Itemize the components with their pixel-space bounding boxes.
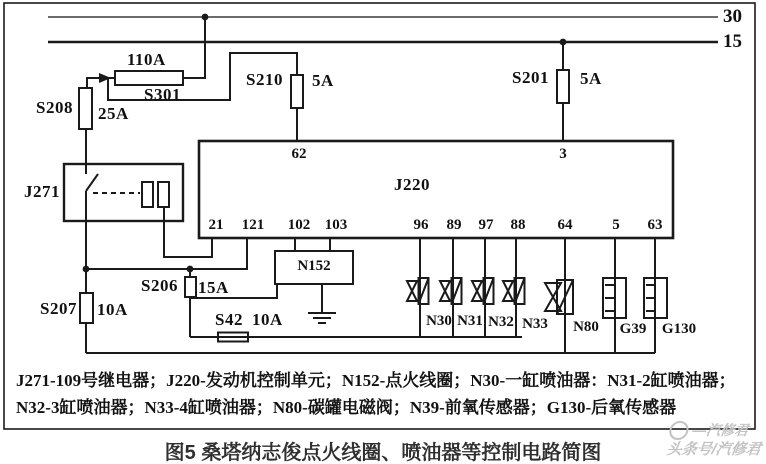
fuse-s201-rating: 5A: [580, 69, 602, 88]
fuse-s208-symbol: [79, 88, 92, 129]
ecu-pin-label-102: 102: [287, 217, 311, 233]
fuse-s207-symbol: [80, 293, 93, 323]
fuse-s210-symbol: [291, 75, 303, 108]
ecu-label: J220: [394, 175, 430, 194]
fuse-s301-symbol: [115, 71, 183, 85]
injector-n30-symbol: [407, 278, 429, 304]
label-g130: G130: [661, 321, 697, 337]
legend-line-2: N32-3缸喷油器；N33-4缸喷油器；N80-碳罐电磁阀；N39-前氧传感器；G130-后氧传感器: [16, 398, 677, 417]
ecu-pin-label-5: 5: [612, 217, 620, 233]
ecu-pin-label-89: 89: [446, 217, 462, 233]
wire-pin121: [86, 238, 247, 269]
wire-rail30-to-s301: [183, 17, 205, 78]
wire-pin21-to-relay-coil: [164, 207, 212, 257]
canister-valve-n80-symbol: [545, 238, 573, 353]
relay-switch-blade: [86, 174, 98, 191]
rail-30-label: 30: [723, 6, 742, 27]
ecu-pin-label-62: 62: [291, 146, 307, 162]
injector-n33-symbol: [503, 278, 525, 304]
fuse-s206-name: S206: [141, 276, 178, 295]
injector-n32-symbol: [472, 278, 494, 304]
watermark: [665, 421, 765, 460]
watermark-logo-icon: [668, 421, 690, 440]
rail-15-label: 15: [723, 31, 742, 52]
fuse-s301-name: S301: [144, 85, 181, 104]
fuse-s206-rating: 15A: [198, 278, 229, 297]
ecu-box: [199, 141, 673, 238]
fuse-s301-rating: 110A: [127, 50, 166, 69]
fuse-s210-rating: 5A: [312, 71, 334, 90]
ground-symbol: [308, 313, 336, 323]
ecu-pin-label-97: 97: [478, 217, 494, 233]
ecu-pin-label-63: 63: [647, 217, 663, 233]
fuse-s206-symbol: [185, 277, 196, 297]
relay-coil-bar-2: [158, 182, 169, 207]
watermark-line-1: —汽修君: [691, 422, 750, 438]
wire-junction-arrow: [99, 73, 111, 83]
fuse-s201-symbol: [557, 70, 569, 103]
figure-caption: 图5 桑塔纳志俊点火线圈、喷油器等控制电路简图: [164, 442, 602, 464]
fuse-s210-name: S210: [246, 70, 283, 89]
ecu-pin-label-121: 121: [241, 217, 265, 233]
wire-pins-102-103: [295, 238, 330, 251]
relay-coil-bar-1: [142, 182, 153, 207]
fuse-s42-name: S42: [215, 310, 243, 329]
fuse-s42-rating: 10A: [252, 310, 283, 329]
label-n33: N33: [522, 316, 548, 332]
ignition-coil-label: N152: [297, 258, 331, 274]
fuse-s201-name: S201: [512, 68, 549, 87]
ecu-pin-label-88: 88: [510, 217, 526, 233]
injector-n31-symbol: [440, 278, 462, 304]
fuse-s207-name: S207: [40, 299, 77, 318]
fuse-s208-rating: 25A: [98, 104, 129, 123]
label-n30: N30: [426, 313, 452, 329]
label-n31: N31: [457, 313, 483, 329]
ecu-pin-label-3: 3: [559, 146, 567, 162]
ecu-pin-label-96: 96: [413, 217, 429, 233]
relay-label: J271: [24, 182, 60, 201]
ecu-pin-label-21: 21: [208, 217, 224, 233]
fuse-s208-name: S208: [36, 98, 73, 117]
legend-line-1: J271-109号继电器；J220-发动机控制单元；N152-点火线圈；N30-一缸喷油器：N31-2缸喷油器；: [16, 371, 736, 390]
fuse-s207-rating: 10A: [97, 300, 128, 319]
label-g39: G39: [619, 321, 647, 337]
label-n80: N80: [573, 319, 599, 335]
watermark-line-2: 头条号/汽修君: [665, 441, 762, 458]
ecu-pin-label-103: 103: [324, 217, 348, 233]
ecu-pin-label-64: 64: [557, 217, 573, 233]
label-n32: N32: [488, 314, 514, 330]
